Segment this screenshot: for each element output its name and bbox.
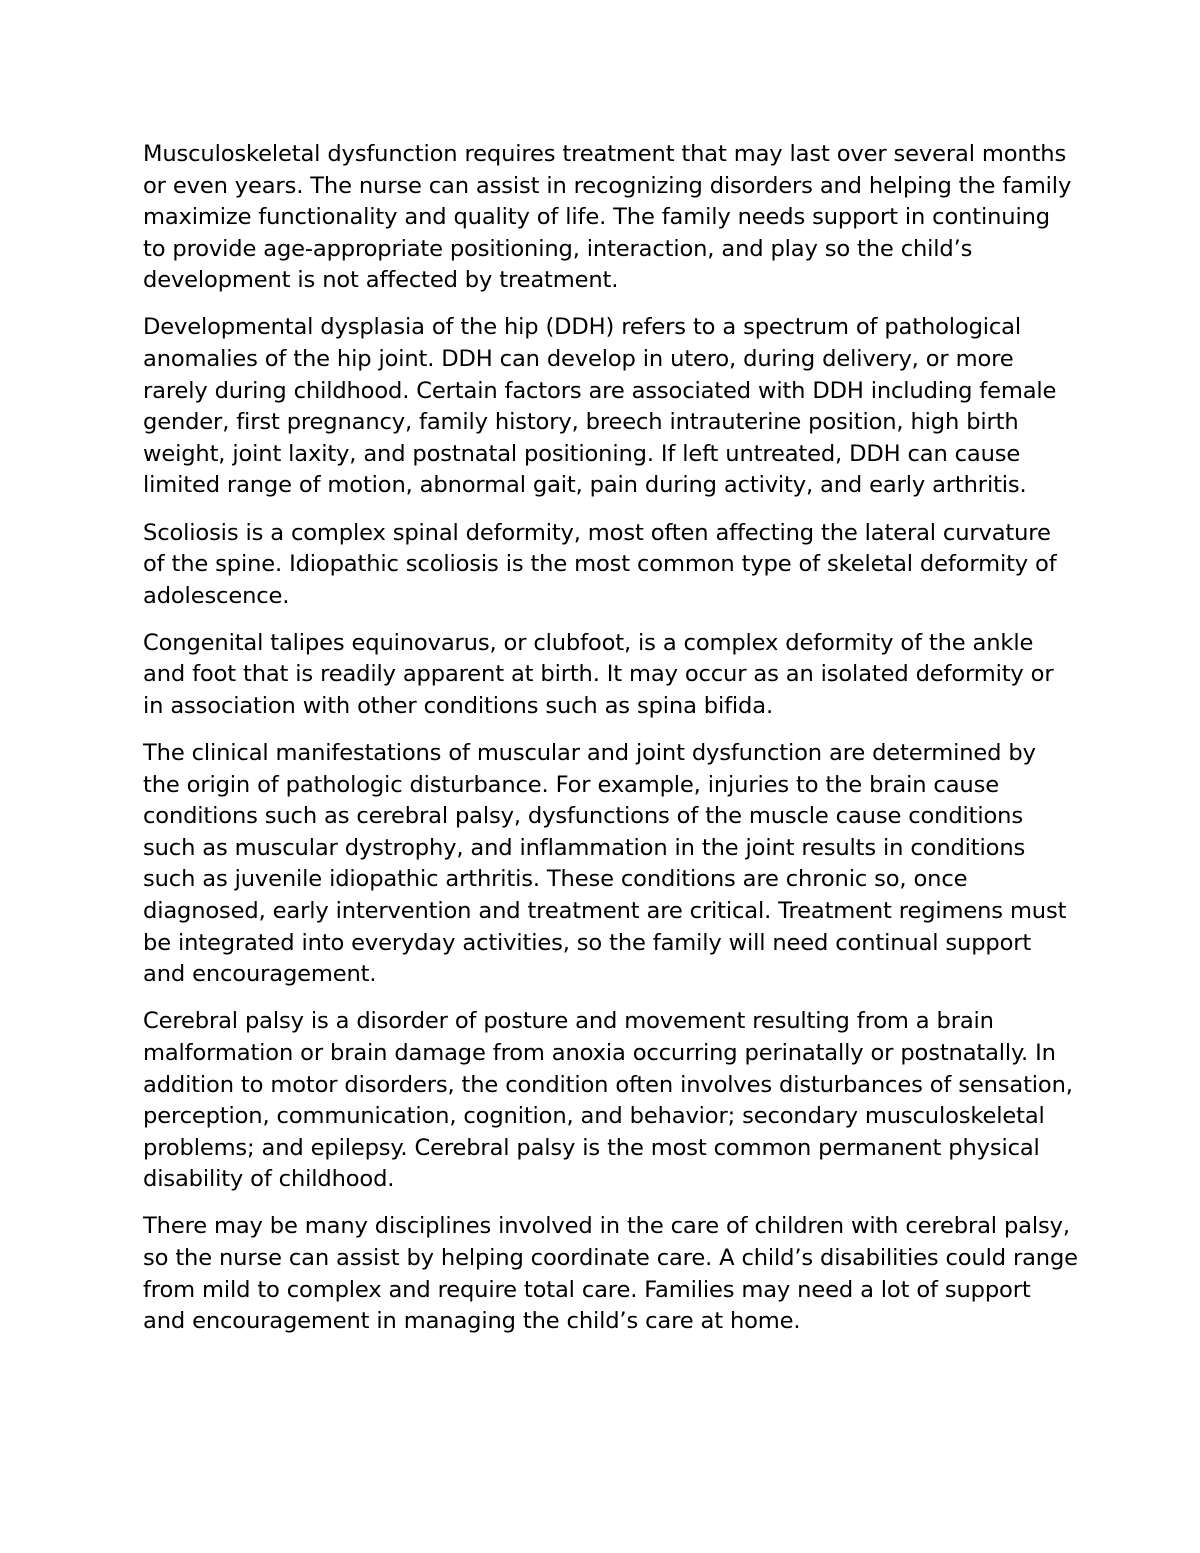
paragraph-care-coordination: There may be many disciplines involved in the care of children with cerebral palsy, so the nurse can assist by helping coordinate care. A child’s disabilities could range from mild to complex and require total care. Families may need a lot of support and encouragement in managing the child’s care at home. xyxy=(143,1213,1078,1335)
paragraph-clinical-manifestations: The clinical manifestations of muscular and joint dysfunction are determined by the origin of pathologic disturbance. For example, injuries to the brain cause conditions such as cerebral palsy, dysfunctions of the muscle cause conditions such as muscular dystrophy, and inflammation in the joint results in conditions such as juvenile idiopathic arthritis. These conditions are chronic so, once diagnosed, early intervention and treatment are critical. Treatment regimens must be integrated into everyday activities, so the family will need continual support and encouragement. xyxy=(143,740,1067,988)
document-body xyxy=(143,139,1078,1353)
paragraph-musculoskeletal-dysfunction: Musculoskeletal dysfunction requires treatment that may last over several months or even years. The nurse can assist in recognizing disorders and helping the family maximize functionality and quality of life. The family needs support in continuing to provide age-appropriate positioning, interaction, and play so the child’s development is not affected by treatment. xyxy=(143,141,1072,294)
paragraph-cerebral-palsy: Cerebral palsy is a disorder of posture and movement resulting from a brain malformation or brain damage from anoxia occurring perinatally or postnatally. In addition to motor disorders, the condition often involves disturbances of sensation, perception, communication, cognition, and behavior; secondary musculoskeletal problems; and epilepsy. Cerebral palsy is the most common permanent physical disability of childhood. xyxy=(143,1008,1073,1193)
paragraph-scoliosis: Scoliosis is a complex spinal deformity, most often affecting the lateral curvature of the spine. Idiopathic scoliosis is the most common type of skeletal deformity of adolescence. xyxy=(143,519,1057,609)
paragraph-clubfoot: Congenital talipes equinovarus, or clubfoot, is a complex deformity of the ankle and foot that is readily apparent at birth. It may occur as an isolated deformity or in association with other conditions such as spina bifida. xyxy=(143,629,1054,719)
paragraph-developmental-dysplasia: Developmental dysplasia of the hip (DDH) refers to a spectrum of pathological anomalies of the hip joint. DDH can develop in utero, during delivery, or more rarely during childhood. Certain factors are associated with DDH including female gender, first pregnancy, family history, breech intrauterine position, high birth weight, joint laxity, and postnatal positioning. If left untreated, DDH can cause limited range of motion, abnormal gait, pain during activity, and early arthritis. xyxy=(143,314,1057,499)
